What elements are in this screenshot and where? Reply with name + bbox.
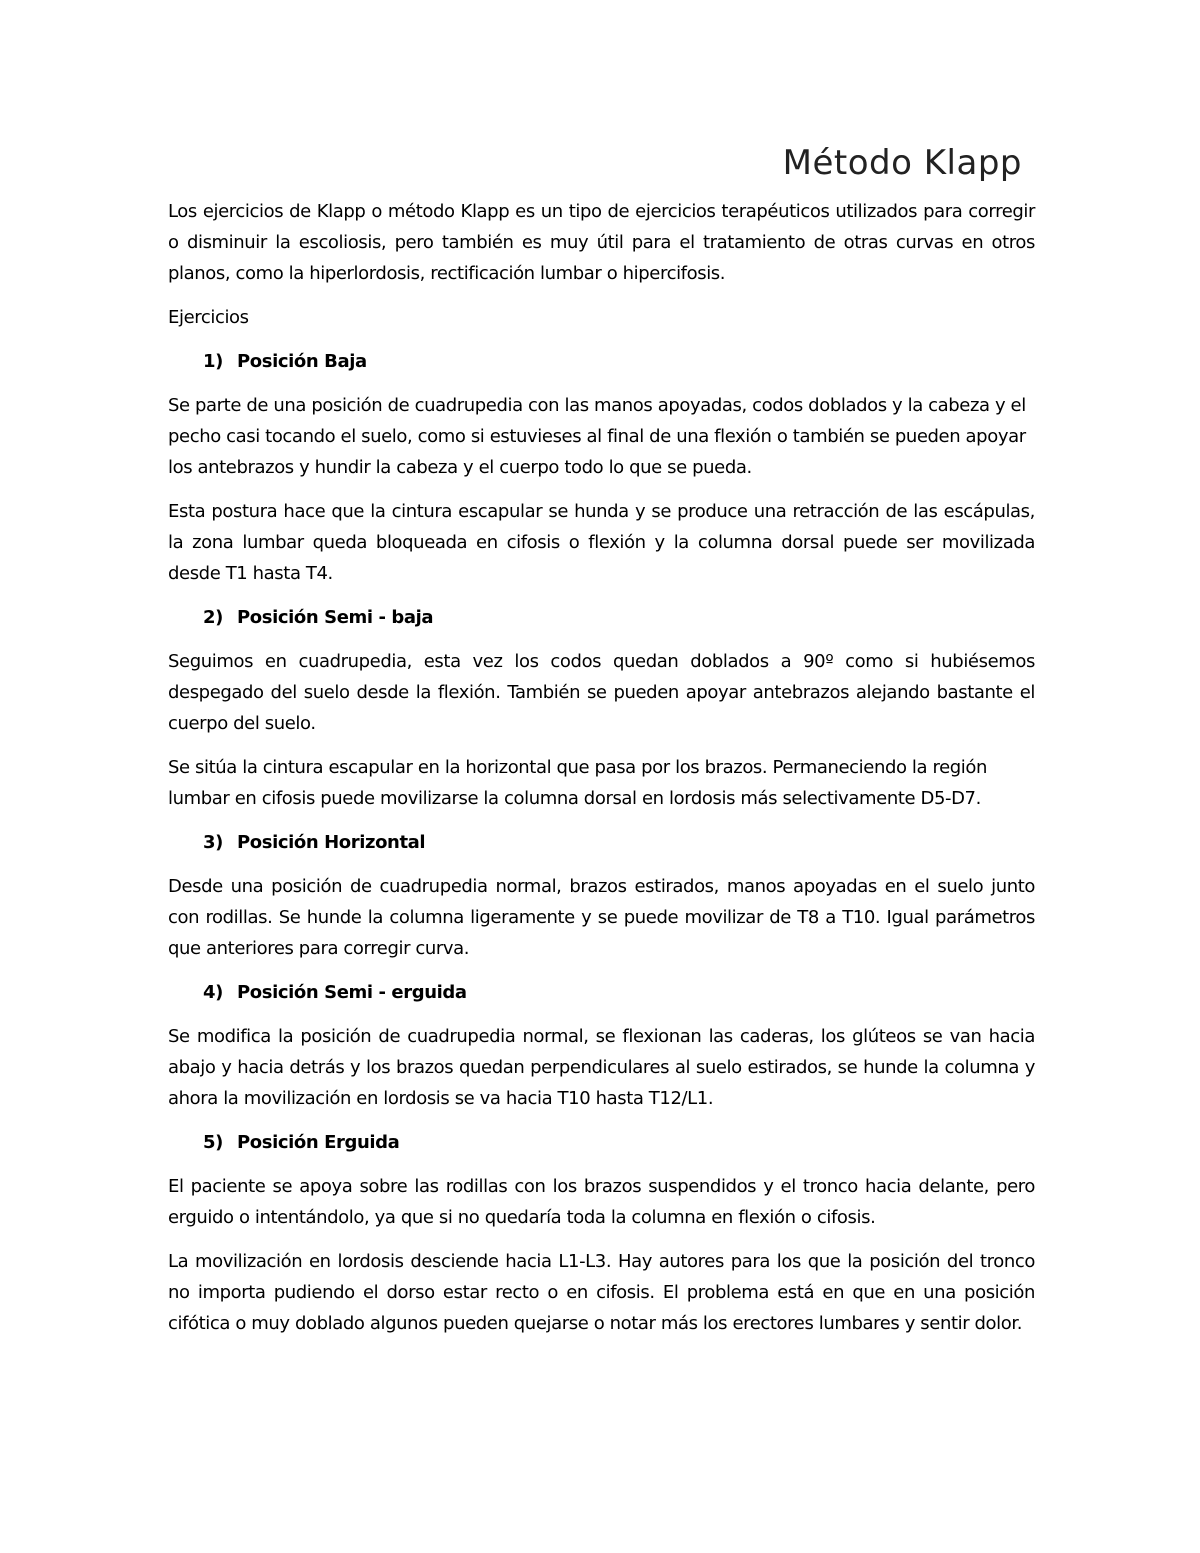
section-title: Posición Semi - erguida xyxy=(237,982,467,1003)
document-body xyxy=(168,196,1035,1352)
section-title: Posición Baja xyxy=(237,351,367,372)
section-heading-posicion-horizontal xyxy=(168,827,1035,858)
section-title: Posición Semi - baja xyxy=(237,607,434,628)
section-heading-posicion-baja xyxy=(168,346,1035,377)
section-heading-posicion-semi-baja xyxy=(168,602,1035,633)
section-number: 3) xyxy=(203,832,223,853)
section-title: Posición Erguida xyxy=(237,1132,400,1153)
section-number: 1) xyxy=(203,351,223,372)
section-heading-posicion-semi-erguida xyxy=(168,977,1035,1008)
section-heading-posicion-erguida xyxy=(168,1127,1035,1158)
section-paragraph: Se modifica la posición de cuadrupedia normal, se flexionan las caderas, los glúteos se van hacia abajo y hacia detrás y los brazos quedan perpendiculares al suelo estirados, se hunde la columna y ahora la movilización en lordosis se va hacia T10 hasta T12/L1. xyxy=(168,1026,1035,1109)
section-number: 4) xyxy=(203,982,223,1003)
section-paragraph: Esta postura hace que la cintura escapular se hunda y se produce una retracción de las escápulas, la zona lumbar queda bloqueada en cifosis o flexión y la columna dorsal puede ser movilizada desde T1 hasta T4. xyxy=(168,501,1035,584)
section-title: Posición Horizontal xyxy=(237,832,426,853)
section-paragraph: Desde una posición de cuadrupedia normal, brazos estirados, manos apoyadas en el suelo junto con rodillas. Se hunde la columna ligeramente y se puede movilizar de T8 a T10. Igual parámetros que anteriores para corregir curva. xyxy=(168,876,1035,959)
document-title: Método Klapp xyxy=(782,143,1022,183)
section-paragraph: Seguimos en cuadrupedia, esta vez los codos quedan doblados a 90º como si hubiésemos despegado del suelo desde la flexión. También se pueden apoyar antebrazos alejando bastante el cuerpo del suelo. xyxy=(168,651,1035,734)
section-paragraph: Se sitúa la cintura escapular en la horizontal que pasa por los brazos. Permaneciendo la región lumbar en cifosis puede movilizarse la columna dorsal en lordosis más selectivamente D5-D7. xyxy=(168,757,987,809)
section-paragraph: El paciente se apoya sobre las rodillas con los brazos suspendidos y el tronco hacia delante, pero erguido o intentándolo, ya que si no quedaría toda la columna en flexión o cifosis. xyxy=(168,1176,1035,1228)
exercises-label: Ejercicios xyxy=(168,307,249,328)
section-paragraph: Se parte de una posición de cuadrupedia con las manos apoyadas, codos doblados y la cabeza y el pecho casi tocando el suelo, como si estuvieses al final de una flexión o también se pueden apoyar los antebrazos y hundir la cabeza y el cuerpo todo lo que se pueda. xyxy=(168,395,1026,478)
intro-paragraph: Los ejercicios de Klapp o método Klapp es un tipo de ejercicios terapéuticos utilizados para corregir o disminuir la escoliosis, pero también es muy útil para el tratamiento de otras curvas en otros planos, como la hiperlordosis, rectificación lumbar o hipercifosis. xyxy=(168,201,1035,284)
section-number: 5) xyxy=(203,1132,223,1153)
section-paragraph: La movilización en lordosis desciende hacia L1-L3. Hay autores para los que la posición del tronco no importa pudiendo el dorso estar recto o en cifosis. El problema está en que en una posición cifótica o muy doblado algunos pueden quejarse o notar más los erectores lumbares y sentir dolor. xyxy=(168,1251,1035,1334)
section-number: 2) xyxy=(203,607,223,628)
